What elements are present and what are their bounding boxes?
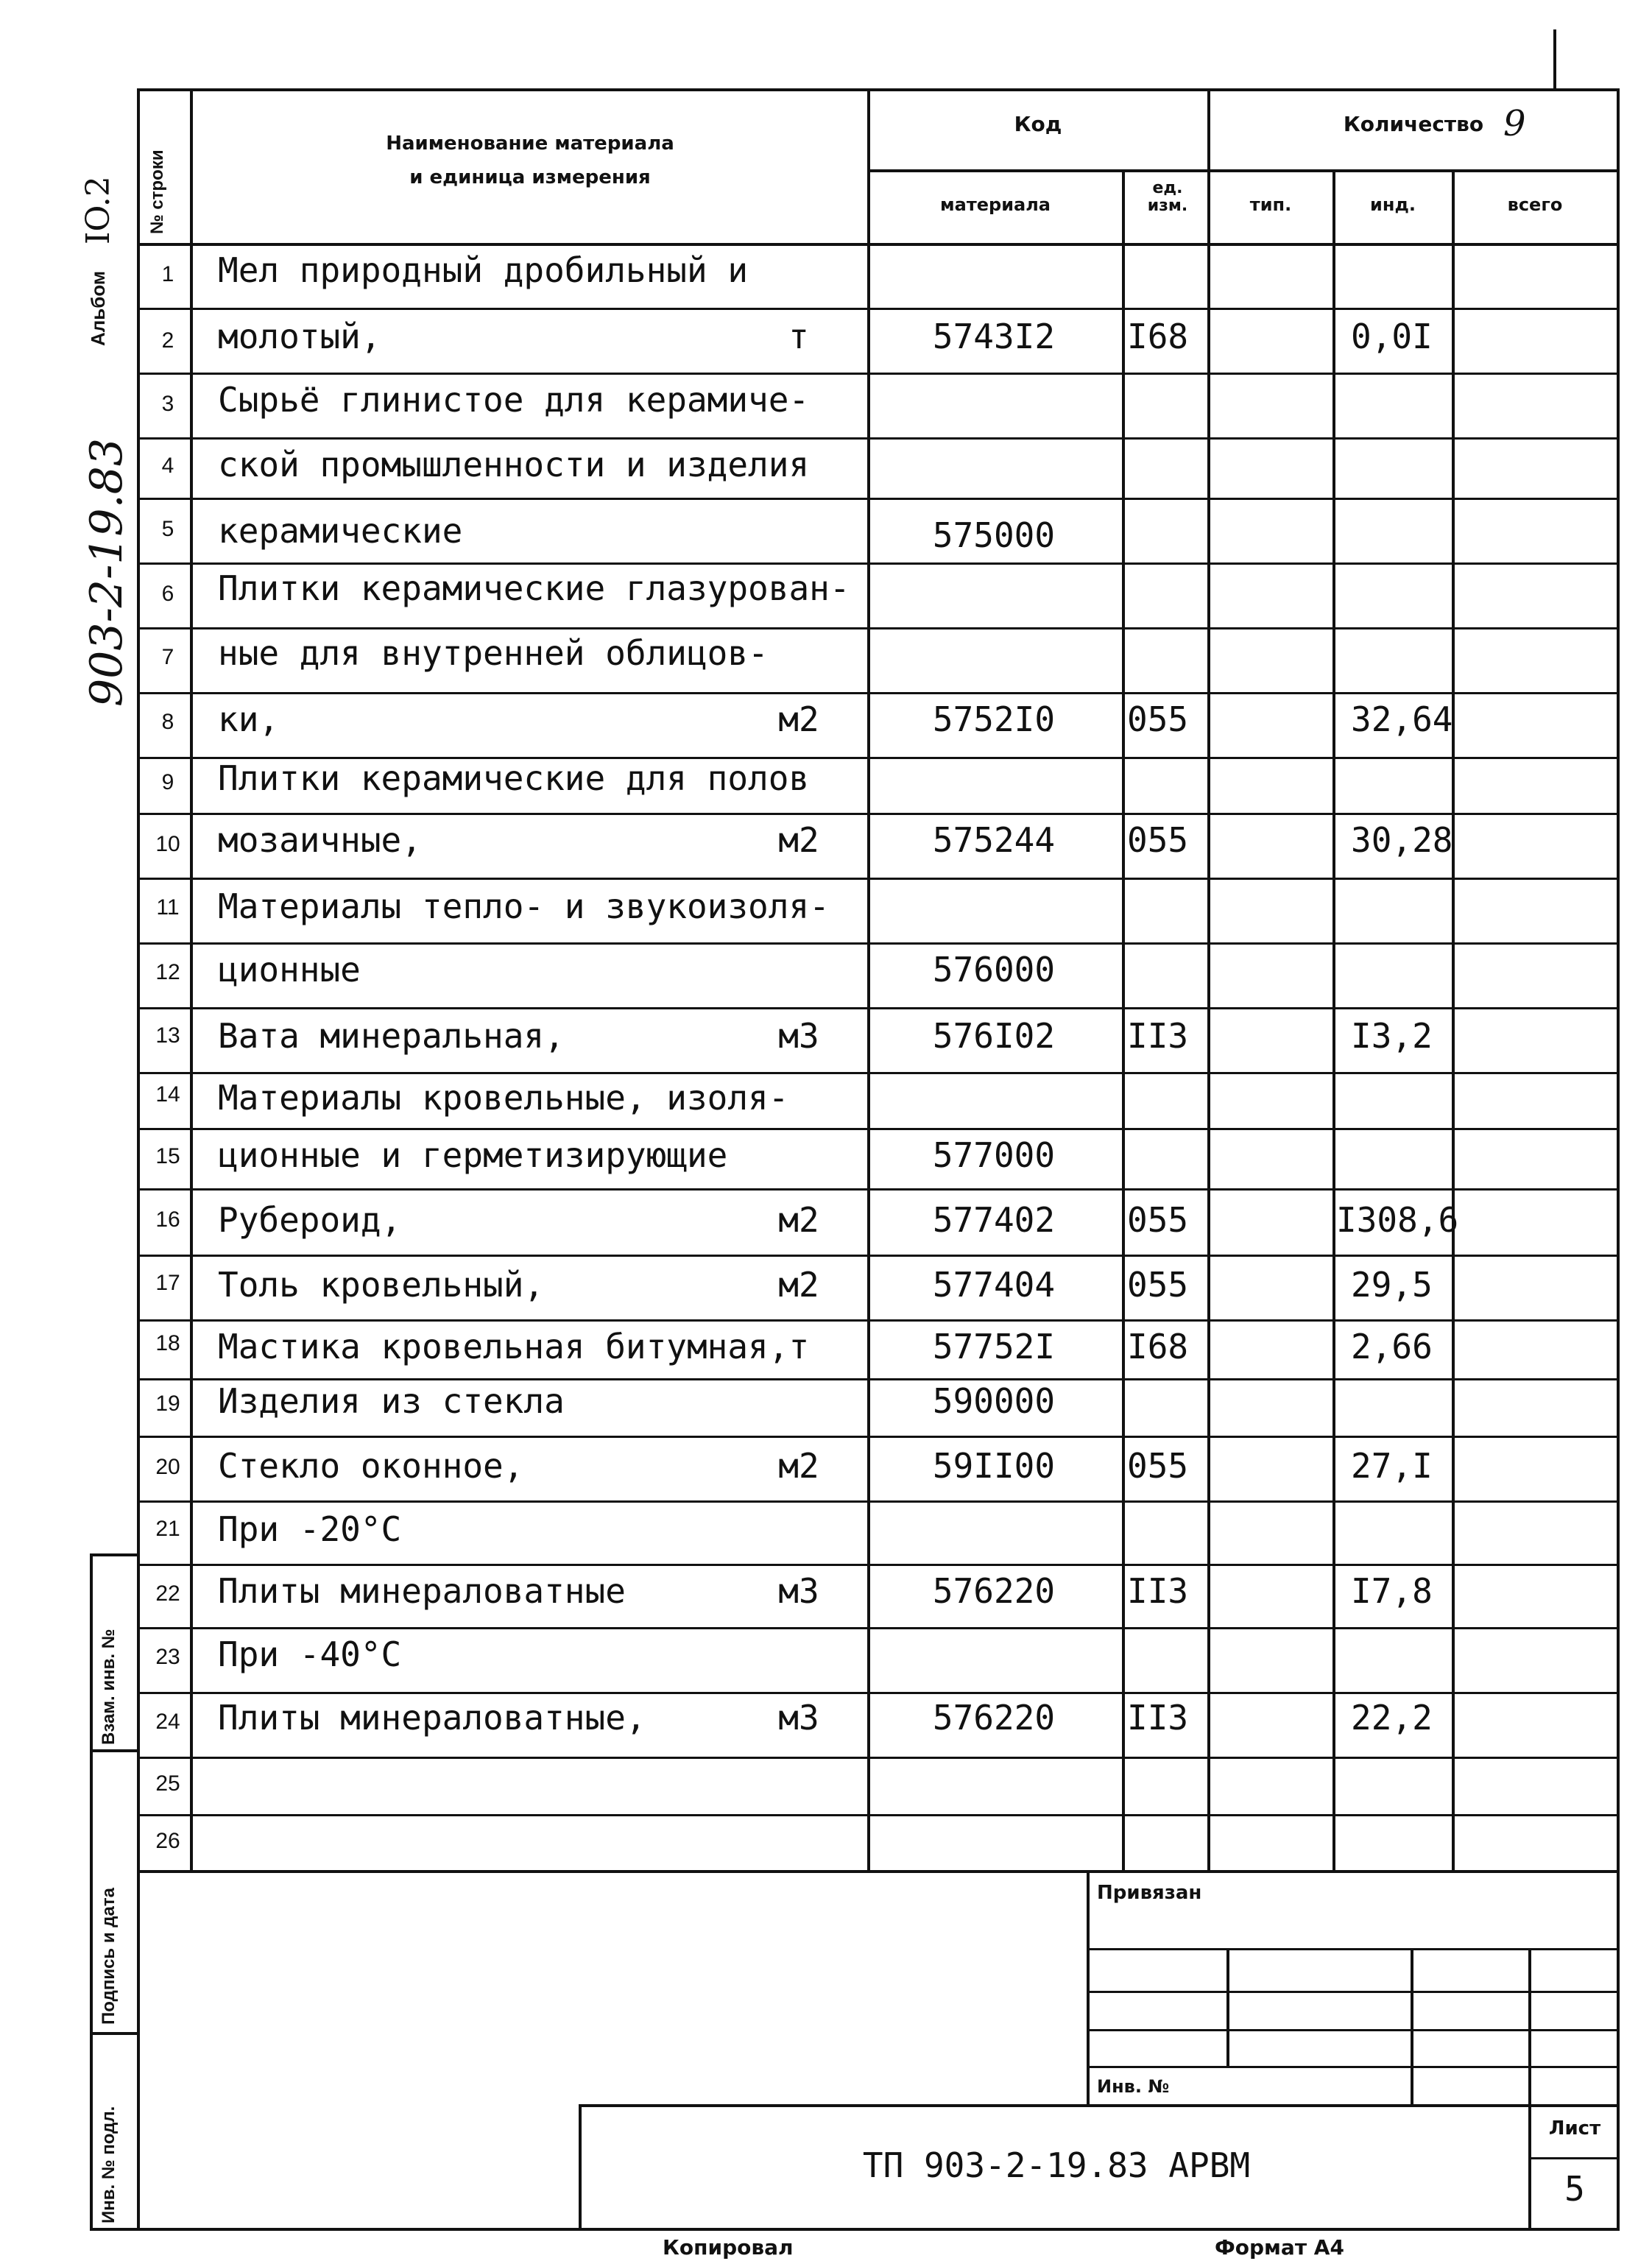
frame-left: [137, 88, 140, 2231]
row-number: 14: [155, 1082, 180, 1107]
row-qty-ind: 30,28: [1351, 820, 1453, 860]
row-unit-code: I68: [1127, 1327, 1189, 1366]
row-name: молотый,: [218, 317, 381, 356]
row-name: Материалы тепло- и звукоизоля-: [218, 886, 830, 926]
row-code: 577402: [932, 1200, 1056, 1240]
row-code: 575000: [932, 515, 1056, 555]
row-code: 590000: [932, 1381, 1056, 1421]
footer-copied: Копировал: [663, 2235, 794, 2260]
sheet-number: 5: [1564, 2169, 1585, 2209]
row-name: Плиты минераловатные: [218, 1571, 626, 1611]
row-unit-code: II3: [1127, 1016, 1189, 1056]
row-code: 576220: [932, 1698, 1056, 1738]
row-qty-ind: 32,64: [1351, 699, 1453, 739]
row-unit: м2: [778, 699, 819, 739]
row-code: 5752I0: [932, 699, 1056, 739]
header-mid-line: [867, 169, 1618, 172]
row-name: ные для внутренней облицов-: [218, 633, 769, 673]
stamp-inv-label: Инв. №: [1097, 2076, 1170, 2097]
row-number: 4: [161, 454, 174, 478]
row-code: 576I02: [932, 1016, 1056, 1056]
project-number-handwritten: 903-2-19.83: [81, 437, 133, 707]
corner-mark: [1553, 29, 1556, 88]
row-number: 5: [161, 517, 174, 541]
col-line-rowno: [190, 88, 193, 1870]
header-code-material: материала: [940, 194, 1051, 215]
row-number: 9: [161, 770, 174, 794]
row-name: Вата минеральная,: [218, 1016, 565, 1056]
side-label-signature: Подпись и дата: [99, 1888, 119, 2025]
row-name: ционные и герметизирующие: [218, 1135, 728, 1175]
side-strip-sep2: [90, 2032, 138, 2035]
row-name: Мел природный дробильный и: [218, 250, 749, 290]
row-name: Плитки керамические для полов: [218, 758, 810, 798]
row-name: Сырьё глинистое для керамиче-: [218, 380, 810, 420]
row-number: 18: [155, 1331, 180, 1355]
row-code: 576220: [932, 1571, 1056, 1611]
header-row-no: № строки: [147, 149, 167, 234]
header-qty-typ: тип.: [1249, 194, 1292, 215]
row-unit: м2: [778, 1265, 819, 1305]
row-code: 575244: [932, 820, 1056, 860]
row-qty-ind: I308,6: [1336, 1200, 1459, 1240]
row-qty-ind: 0,0I: [1351, 317, 1433, 356]
row-unit: м3: [778, 1016, 819, 1056]
row-qty-ind: I7,8: [1351, 1571, 1433, 1611]
row-number: 1: [161, 262, 174, 286]
stamp-linked-label: Привязан: [1097, 1882, 1202, 1904]
row-qty-ind: 27,I: [1351, 1446, 1433, 1486]
row-code: 576000: [932, 950, 1056, 990]
row-code: 577000: [932, 1135, 1056, 1175]
row-unit-code: II3: [1127, 1571, 1189, 1611]
side-strip-left: [90, 1553, 93, 2231]
row-unit-code: 055: [1127, 1265, 1189, 1305]
row-code: 577404: [932, 1265, 1056, 1305]
row-number: 11: [156, 895, 180, 920]
row-number: 23: [155, 1645, 180, 1669]
row-name: ционные: [218, 950, 361, 990]
footer-format: Формат А4: [1215, 2235, 1344, 2260]
side-label-original: Инв. № подл.: [99, 2106, 119, 2223]
row-number: 12: [155, 960, 180, 984]
side-strip-sep1: [90, 1749, 138, 1752]
header-name-line1: Наименование материала: [386, 133, 674, 155]
row-name: Плиты минераловатные,: [218, 1698, 646, 1738]
header-qty-ind: инд.: [1370, 194, 1416, 215]
row-number: 2: [161, 328, 174, 353]
row-number: 8: [161, 710, 174, 734]
side-strip-top: [90, 1553, 138, 1556]
header-code-unit: ед. изм.: [1147, 179, 1188, 215]
row-number: 15: [155, 1144, 180, 1168]
row-number: 3: [161, 392, 174, 416]
row-unit: т: [788, 317, 809, 356]
side-strip-bottom: [90, 2228, 138, 2231]
header-qty-total: всего: [1507, 194, 1563, 215]
header-handwritten-mark: 9: [1503, 103, 1526, 144]
row-name: Мастика кровельная битумная,т: [218, 1327, 810, 1366]
frame-bottom: [137, 2228, 1620, 2231]
row-unit: м2: [778, 1200, 819, 1240]
row-name: мозаичные,: [218, 820, 422, 860]
row-name: Толь кровельный,: [218, 1265, 545, 1305]
row-qty-ind: 22,2: [1351, 1698, 1433, 1738]
row-number: 25: [155, 1771, 180, 1796]
row-name: Стекло оконное,: [218, 1446, 524, 1486]
header-quantity: Количество: [1343, 112, 1484, 136]
row-number: 19: [155, 1391, 180, 1416]
row-name: ки,: [218, 699, 280, 739]
row-code: 59II00: [932, 1446, 1056, 1486]
row-name: Изделия из стекла: [218, 1381, 565, 1421]
row-name: Плитки керамические глазурован-: [218, 568, 850, 608]
row-number: 7: [161, 645, 174, 669]
row-unit-code: 055: [1127, 1200, 1189, 1240]
header-bottom-line: [137, 243, 1620, 246]
row-number: 20: [155, 1455, 180, 1479]
row-unit-code: 055: [1127, 699, 1189, 739]
row-name: ской промышленности и изделия: [218, 445, 810, 484]
album-label: Альбом: [87, 270, 109, 346]
row-number: 26: [155, 1829, 180, 1853]
header-code: Код: [1014, 112, 1062, 136]
row-number: 21: [155, 1517, 180, 1541]
row-unit-code: I68: [1127, 317, 1189, 356]
row-unit: м2: [778, 1446, 819, 1486]
header-name-line2: и единица измерения: [409, 166, 651, 188]
row-unit-code: 055: [1127, 820, 1189, 860]
row-qty-ind: 29,5: [1351, 1265, 1433, 1305]
row-unit-code: II3: [1127, 1698, 1189, 1738]
stamp-sheet-label: Лист: [1548, 2117, 1601, 2140]
album-number: IO.2: [80, 176, 117, 244]
row-qty-ind: 2,66: [1351, 1327, 1433, 1366]
row-name: Рубероид,: [218, 1200, 402, 1240]
row-number: 16: [155, 1207, 180, 1232]
col-line-typ: [1332, 169, 1335, 1870]
row-code: 5743I2: [932, 317, 1056, 356]
row-unit: м3: [778, 1698, 819, 1738]
row-name: керамические: [218, 511, 463, 551]
row-unit-code: 055: [1127, 1446, 1189, 1486]
row-name: При -20°C: [218, 1509, 402, 1549]
row-number: 6: [161, 582, 174, 606]
row-number: 13: [155, 1023, 180, 1048]
row-qty-ind: I3,2: [1351, 1016, 1433, 1056]
side-label-replace: Взам. инв. №: [99, 1629, 119, 1745]
row-number: 17: [155, 1271, 180, 1295]
row-number: 24: [155, 1710, 180, 1734]
row-code: 57752I: [932, 1327, 1056, 1366]
document-designation: ТП 903-2-19.83 АРВМ: [862, 2145, 1251, 2185]
row-unit: м2: [778, 820, 819, 860]
row-unit: м3: [778, 1571, 819, 1611]
frame-top: [137, 88, 1620, 91]
row-number: 22: [155, 1581, 180, 1606]
frame-right: [1617, 88, 1620, 2231]
row-name: Материалы кровельные, изоля-: [218, 1078, 789, 1118]
row-number: 10: [155, 832, 180, 856]
row-name: При -40°C: [218, 1634, 402, 1674]
